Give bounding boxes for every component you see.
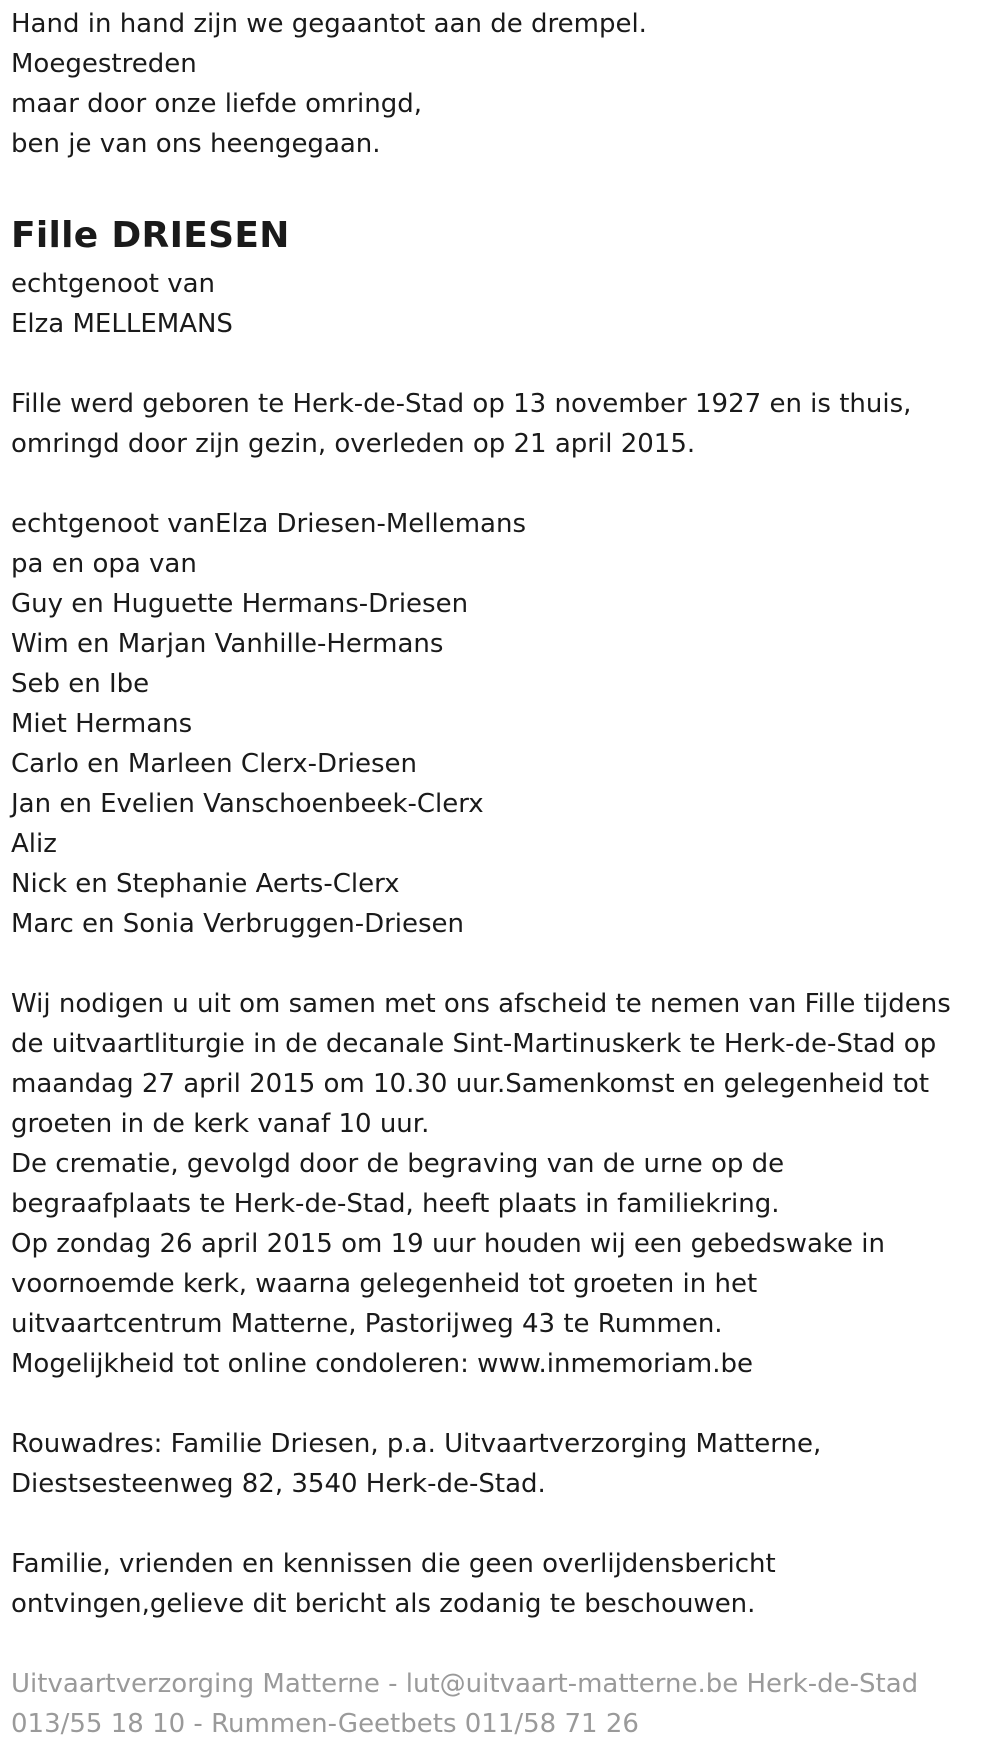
paragraph-line: begraafplaats te Herk-de-Stad, heeft plaats in familiekring. bbox=[11, 1189, 780, 1219]
family-line: Jan en Evelien Vanschoenbeek-Clerx bbox=[11, 789, 484, 819]
paragraph-line: De crematie, gevolgd door de begraving van de urne op de bbox=[11, 1149, 785, 1179]
relation-line: Elza MELLEMANS bbox=[11, 309, 233, 339]
poem-line: maar door onze liefde omringd, bbox=[11, 89, 422, 119]
notice-line: Familie, vrienden en kennissen die geen overlijdensbericht bbox=[11, 1549, 776, 1579]
paragraph-line: groeten in de kerk vanaf 10 uur. bbox=[11, 1109, 430, 1139]
notice-line: ontvingen,gelieve dit bericht als zodanig te beschouwen. bbox=[11, 1589, 756, 1619]
poem-line: ben je van ons heengegaan. bbox=[11, 129, 381, 159]
funeral-home-footer bbox=[11, 1664, 988, 1744]
poem bbox=[11, 4, 988, 164]
footer-line: Uitvaartverzorging Matterne - lut@uitvaart-matterne.be Herk-de-Stad bbox=[11, 1669, 919, 1699]
poem-line: Hand in hand zijn we gegaantot aan de drempel. bbox=[11, 9, 647, 39]
family-line: Nick en Stephanie Aerts-Clerx bbox=[11, 869, 400, 899]
family-line: pa en opa van bbox=[11, 549, 197, 579]
family-line: Miet Hermans bbox=[11, 709, 193, 739]
family-line: Aliz bbox=[11, 829, 57, 859]
paragraph-line: uitvaartcentrum Matterne, Pastorijweg 43 te Rummen. bbox=[11, 1309, 723, 1339]
paragraph-line: maandag 27 april 2015 om 10.30 uur.Samenkomst en gelegenheid tot bbox=[11, 1069, 930, 1099]
paragraph-line: voornoemde kerk, waarna gelegenheid tot groeten in het bbox=[11, 1269, 758, 1299]
spacer bbox=[11, 1504, 988, 1544]
address-line: Rouwadres: Familie Driesen, p.a. Uitvaartverzorging Matterne, bbox=[11, 1429, 822, 1459]
relation-line: echtgenoot van bbox=[11, 269, 216, 299]
family-line: echtgenoot vanElza Driesen-Mellemans bbox=[11, 509, 526, 539]
family-line: Wim en Marjan Vanhille-Hermans bbox=[11, 629, 444, 659]
notice-paragraph bbox=[11, 1544, 988, 1624]
ceremony-paragraph bbox=[11, 984, 988, 1384]
spacer bbox=[11, 944, 988, 984]
paragraph-line: Mogelijkheid tot online condoleren: www.inmemoriam.be bbox=[11, 1349, 753, 1379]
deceased-name: Fille DRIESEN bbox=[11, 215, 290, 256]
spacer bbox=[11, 1624, 988, 1664]
spacer bbox=[11, 164, 988, 204]
spacer bbox=[11, 464, 988, 504]
paragraph-line: Wij nodigen u uit om samen met ons afscheid te nemen van Fille tijdens bbox=[11, 989, 951, 1019]
spacer bbox=[11, 1384, 988, 1424]
poem-line: Moegestreden bbox=[11, 49, 197, 79]
family-line: Seb en Ibe bbox=[11, 669, 150, 699]
mourning-address bbox=[11, 1424, 988, 1504]
family-list bbox=[11, 504, 988, 944]
birth-death-paragraph bbox=[11, 384, 988, 464]
family-line: Guy en Huguette Hermans-Driesen bbox=[11, 589, 469, 619]
address-line: Diestsesteenweg 82, 3540 Herk-de-Stad. bbox=[11, 1469, 546, 1499]
family-line: Marc en Sonia Verbruggen-Driesen bbox=[11, 909, 465, 939]
paragraph-line: omringd door zijn gezin, overleden op 21 april 2015. bbox=[11, 429, 696, 459]
spouse-relation bbox=[11, 264, 988, 344]
paragraph-line: Fille werd geboren te Herk-de-Stad op 13 november 1927 en is thuis, bbox=[11, 389, 912, 419]
family-line: Carlo en Marleen Clerx-Driesen bbox=[11, 749, 418, 779]
paragraph-line: de uitvaartliturgie in de decanale Sint-Martinuskerk te Herk-de-Stad op bbox=[11, 1029, 937, 1059]
spacer bbox=[11, 344, 988, 384]
footer-line: 013/55 18 10 - Rummen-Geetbets 011/58 71 26 bbox=[11, 1709, 639, 1739]
paragraph-line: Op zondag 26 april 2015 om 19 uur houden wij een gebedswake in bbox=[11, 1229, 886, 1259]
